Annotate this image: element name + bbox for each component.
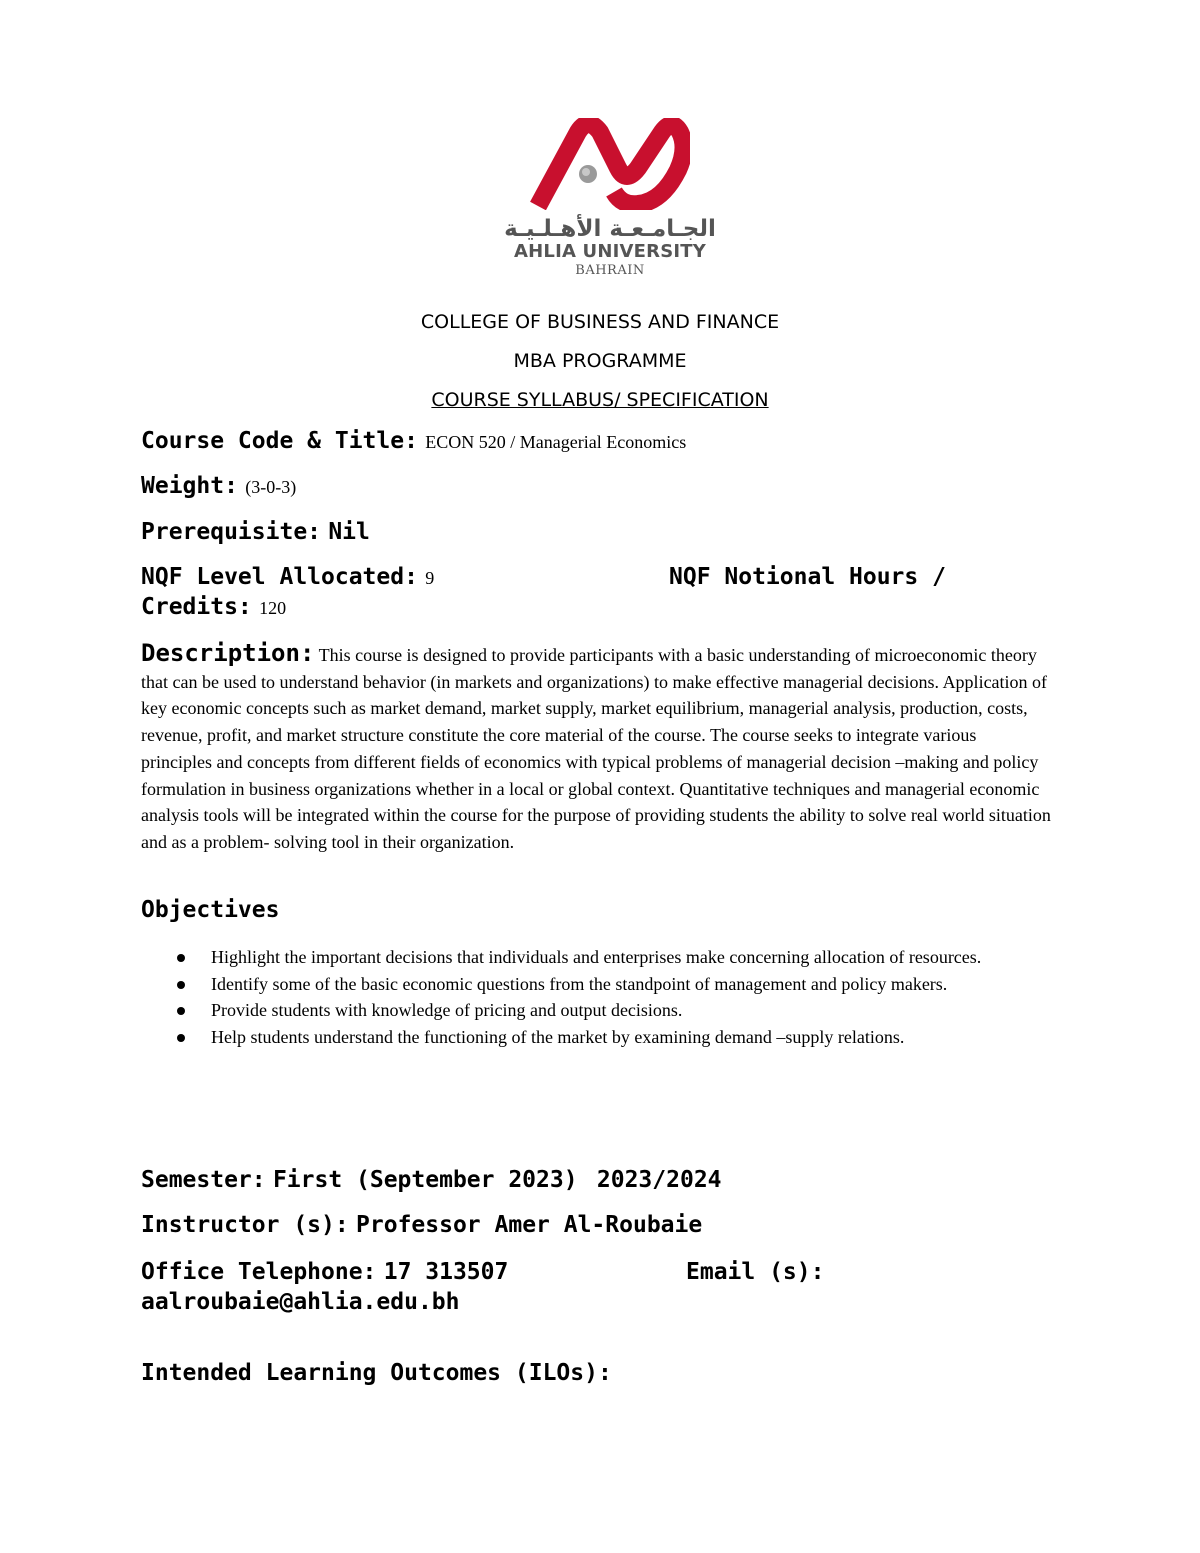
logo-arabic-name: الجـامـعـة الأهـلـيـة bbox=[504, 216, 716, 242]
academic-year: 2023/2024 bbox=[596, 1167, 722, 1193]
course-code-title bbox=[141, 426, 686, 457]
logo-university-name: AHLIA UNIVERSITY bbox=[514, 241, 706, 262]
bullet-icon bbox=[177, 1034, 185, 1042]
instructor-label: Instructor (s): bbox=[141, 1212, 349, 1238]
nqf-notional-hours-label: NQF Notional Hours / bbox=[669, 564, 946, 590]
description-text: This course is designed to provide participants with a basic understanding of microeconomic theory that can be used to understand behavior (in markets and organizations) to make effective managerial decisions. Application of key economic concepts such as market demand, market supply, market equilibrium, managerial analysis, production, costs, revenue, profit, and market structure constitute the core material of the course. The course seeks to integrate various principles and concepts from different fields of economics with typical problems of managerial decision –making and policy formulation in business organizations whether in a local or global context. Quantitative techniques and managerial economic analysis tools will be integrated within the course for the purpose of providing students the ability to solve real world situation and as a problem- solving tool in their organization. bbox=[141, 645, 1051, 852]
ahlia-logo-mark-icon bbox=[530, 118, 690, 210]
description-label: Description: bbox=[141, 639, 315, 667]
list-item bbox=[141, 944, 1051, 971]
logo-location: BAHRAIN bbox=[575, 263, 645, 278]
semester-value: First (September 2023) bbox=[272, 1167, 578, 1193]
list-item bbox=[141, 971, 1051, 998]
weight-value: (3-0-3) bbox=[245, 477, 297, 497]
document-type: COURSE SYLLABUS/ SPECIFICATION bbox=[431, 389, 769, 411]
bullet-icon bbox=[177, 981, 185, 989]
university-logo bbox=[495, 118, 725, 298]
objective-text: Highlight the important decisions that individuals and enterprises make concerning allocation of resources. bbox=[211, 947, 982, 967]
email-value: aalroubaie@ahlia.edu.bh bbox=[141, 1289, 460, 1315]
objectives-title: Objectives bbox=[141, 897, 280, 923]
ilos-title: Intended Learning Outcomes (ILOs): bbox=[141, 1360, 612, 1386]
credits-value: 120 bbox=[259, 598, 287, 618]
course-prerequisite bbox=[141, 517, 370, 547]
list-item bbox=[141, 1024, 1051, 1051]
semester bbox=[141, 1165, 722, 1195]
instructor-name: Professor Amer Al-Roubaie bbox=[356, 1212, 703, 1238]
college-name: COLLEGE OF BUSINESS AND FINANCE bbox=[420, 311, 780, 333]
bullet-icon bbox=[177, 1007, 185, 1015]
bullet-icon bbox=[177, 954, 185, 962]
telephone-label: Office Telephone: bbox=[141, 1259, 377, 1285]
prerequisite-value: Nil bbox=[328, 519, 370, 545]
objectives-list bbox=[141, 944, 1051, 1051]
objective-text: Identify some of the basic economic questions from the standpoint of management and policy makers. bbox=[211, 973, 948, 994]
course-code-title-label: Course Code & Title: bbox=[141, 428, 418, 454]
programme-name: MBA PROGRAMME bbox=[513, 350, 687, 372]
semester-label: Semester: bbox=[141, 1167, 266, 1193]
email-label: Email (s): bbox=[686, 1259, 825, 1285]
credits-label: Credits: bbox=[141, 594, 252, 620]
office-telephone bbox=[141, 1257, 508, 1287]
prerequisite-label: Prerequisite: bbox=[141, 519, 322, 545]
objective-text: Help students understand the functioning of the market by examining demand –supply relations. bbox=[211, 1027, 905, 1048]
objective-text: Provide students with knowledge of pricing and output decisions. bbox=[211, 1000, 683, 1021]
course-code-title-value: ECON 520 / Managerial Economics bbox=[425, 432, 687, 452]
course-description bbox=[141, 640, 1051, 856]
credits bbox=[141, 592, 286, 623]
instructor bbox=[141, 1210, 702, 1240]
email-address bbox=[141, 1287, 460, 1317]
telephone-value: 17 313507 bbox=[383, 1259, 509, 1285]
list-item bbox=[141, 997, 1051, 1024]
nqf-level-value: 9 bbox=[425, 568, 435, 588]
email-label-block bbox=[686, 1257, 824, 1287]
weight-label: Weight: bbox=[141, 473, 238, 499]
course-weight bbox=[141, 471, 296, 502]
nqf-level-label: NQF Level Allocated: bbox=[141, 564, 418, 590]
nqf-notional-hours bbox=[669, 562, 946, 592]
nqf-level bbox=[141, 562, 434, 593]
